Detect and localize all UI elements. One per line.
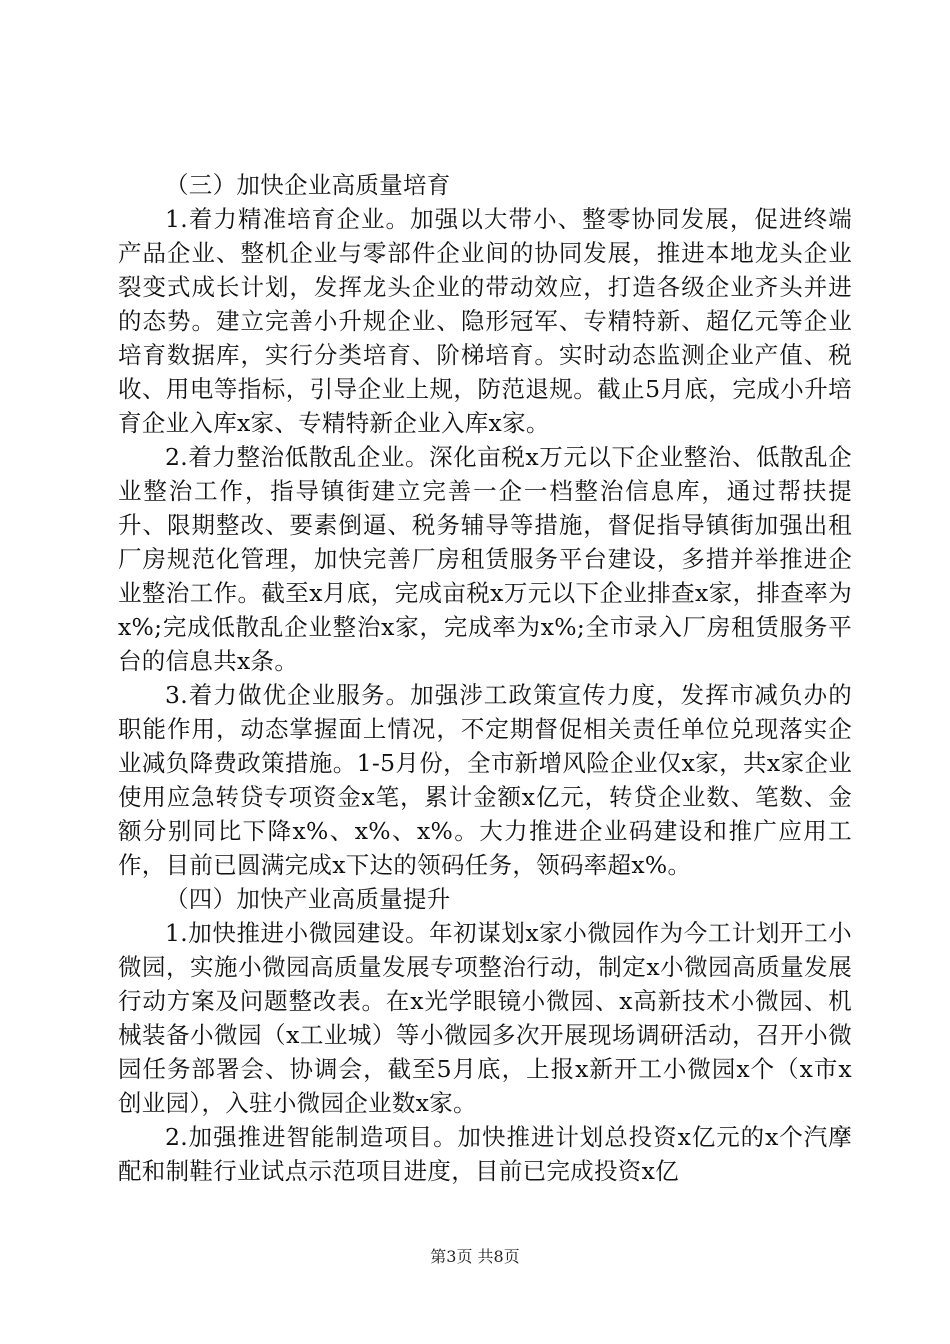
- paragraph: 1.着力精准培育企业。加强以大带小、整零协同发展，促进终端产品企业、整机企业与零部件企业间的协同发展，推进本地龙头企业裂变式成长计划，发挥龙头企业的带动效应，打造各级企业齐头并进的态势。建立完善小升规企业、隐形冠军、专精特新、超亿元等企业培育数据库，实行分类培育、阶梯培育。实时动态监测企业产值、税收、用电等指标，引导企业上规，防范退规。截止5月底，完成小升培育企业入库x家、专精特新企业入库x家。: [118, 205, 852, 437]
- section-heading-4: （四）加快产业高质量提升: [165, 885, 451, 913]
- section-heading-3: （三）加快企业高质量培育: [165, 171, 451, 199]
- paragraph: 2.加强推进智能制造项目。加快推进计划总投资x亿元的x个汽摩配和制鞋行业试点示范项目进度，目前已完成投资x亿: [118, 1123, 852, 1185]
- paragraph: 3.着力做优企业服务。加强涉工政策宣传力度，发挥市减负办的职能作用，动态掌握面上情况，不定期督促相关责任单位兑现落实企业减负降费政策措施。1-5月份，全市新增风险企业仅x家，共x家企业使用应急转贷专项资金x笔，累计金额x亿元，转贷企业数、笔数、金额分别同比下降x%、x%、x%。大力推进企业码建设和推广应用工作，目前已圆满完成x下达的领码任务，领码率超x%。: [118, 681, 852, 879]
- page-number-footer: 第3页 共8页: [430, 1247, 520, 1266]
- paragraph: 2.着力整治低散乱企业。深化亩税x万元以下企业整治、低散乱企业整治工作，指导镇街建立完善一企一档整治信息库，通过帮扶提升、限期整改、要素倒逼、税务辅导等措施，督促指导镇街加强出租厂房规范化管理，加快完善厂房租赁服务平台建设，多措并举推进企业整治工作。截至x月底，完成亩税x万元以下企业排查x家，排查率为x%;完成低散乱企业整治x家，完成率为x%;全市录入厂房租赁服务平台的信息共x条。: [118, 443, 852, 675]
- document-body: [118, 168, 852, 1188]
- paragraph: 1.加快推进小微园建设。年初谋划x家小微园作为今工计划开工小微园，实施小微园高质量发展专项整治行动，制定x小微园高质量发展行动方案及问题整改表。在x光学眼镜小微园、x高新技术小微园、机械装备小微园（x工业城）等小微园多次开展现场调研活动，召开小微园任务部署会、协调会，截至5月底，上报x新开工小微园x个（x市x创业园），入驻小微园企业数x家。: [118, 919, 852, 1117]
